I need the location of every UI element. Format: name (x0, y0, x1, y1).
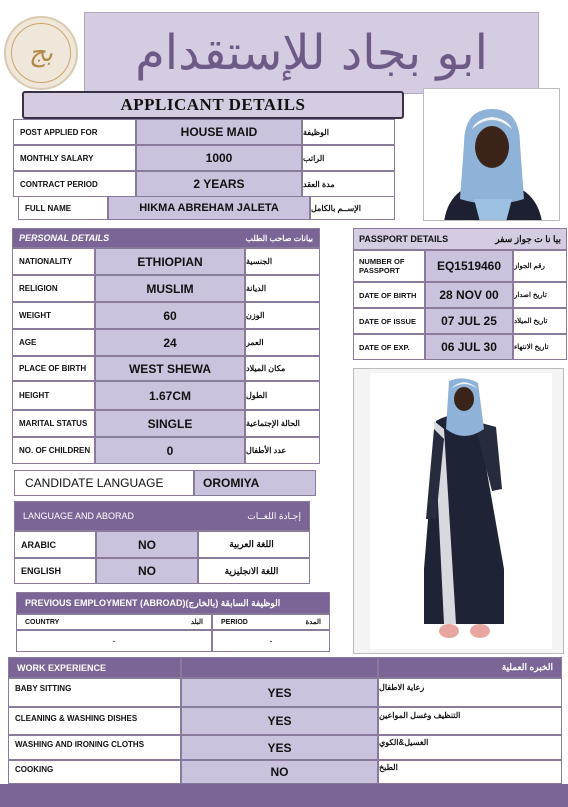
dob-value: 28 NOV 00 (425, 282, 513, 308)
marital-status-value: SINGLE (95, 410, 245, 437)
arabic-label-ar: اللغة العربية (198, 531, 310, 558)
cooking-label-ar: الطبخ (378, 760, 562, 784)
country-label: COUNTRY (25, 618, 60, 626)
place-of-birth-label-ar: مكان الميلاد (245, 356, 320, 381)
baby-sitting-value: YES (181, 678, 378, 707)
religion-label: RELIGION (12, 275, 95, 302)
full-name-label-ar: الإســم بالكامل (310, 196, 395, 220)
nationality-label: NATIONALITY (12, 248, 95, 275)
passport-number-label: NUMBER OF PASSPORT (353, 250, 425, 282)
applicant-details-title: APPLICANT DETAILS (22, 91, 404, 119)
full-body-photo (353, 368, 564, 654)
period-value: - (212, 630, 330, 652)
dob-label: DATE OF BIRTH (353, 282, 425, 308)
arabic-value: NO (96, 531, 198, 558)
arabic-label: ARABIC (14, 531, 96, 558)
period-label: PERIOD (221, 618, 248, 626)
height-value: 1.67CM (95, 381, 245, 410)
place-of-birth-label: PLACE OF BIRTH (12, 356, 95, 381)
languages-header (14, 501, 310, 531)
weight-label: WEIGHT (12, 302, 95, 329)
personal-details-title-ar: بيانات صاحب الطلب (245, 233, 313, 243)
portrait-photo (423, 88, 560, 221)
cleaning-label: CLEANING & WASHING DISHES (8, 707, 181, 735)
washing-ironing-label-ar: الغسيل&الكوي (378, 735, 562, 760)
monthly-salary-label: MONTHLY SALARY (13, 145, 136, 171)
issue-date-value: 07 JUL 25 (425, 308, 513, 334)
full-name-value: HIKMA ABREHAM JALETA (108, 196, 310, 220)
age-label-ar: العمر (245, 329, 320, 356)
period-label-ar: المدة (305, 619, 321, 626)
weight-label-ar: الوزن (245, 302, 320, 329)
washing-ironing-label: WASHING AND IRONING CLOTHS (8, 735, 181, 760)
post-applied-value: HOUSE MAID (136, 119, 302, 145)
country-label-ar: البلد (190, 619, 203, 626)
work-experience-header-left (8, 657, 181, 678)
issue-date-label-ar: تاريخ الميلاد (513, 308, 567, 334)
footer-bar (0, 784, 568, 807)
expiry-date-label: DATE OF EXP. (353, 334, 425, 360)
previous-employment-labels-right (212, 614, 330, 630)
baby-sitting-label: BABY SITTING (8, 678, 181, 707)
full-name-label: FULL NAME (18, 196, 108, 220)
children-label: NO. OF CHILDREN (12, 437, 95, 464)
languages-title-ar: إجـادة اللغــات (247, 510, 301, 521)
english-value: NO (96, 558, 198, 584)
cleaning-value: YES (181, 707, 378, 735)
dob-label-ar: تاريخ اصدار (513, 282, 567, 308)
previous-employment-title: PREVIOUS EMPLOYMENT (ABROAD)(بالخارج) الوظيفة السابقة (25, 597, 281, 608)
company-banner (84, 12, 539, 94)
age-value: 24 (95, 329, 245, 356)
religion-value: MUSLIM (95, 275, 245, 302)
contract-period-value: 2 YEARS (136, 171, 302, 197)
monthly-salary-value: 1000 (136, 145, 302, 171)
contract-period-label: CONTRACT PERIOD (13, 171, 136, 197)
children-value: 0 (95, 437, 245, 464)
passport-details-header (353, 228, 567, 250)
monthly-salary-label-ar: الراتب (302, 145, 395, 171)
cooking-label: COOKING (8, 760, 181, 784)
marital-status-label: MARITAL STATUS (12, 410, 95, 437)
washing-ironing-value: YES (181, 735, 378, 760)
english-label: ENGLISH (14, 558, 96, 584)
passport-number-value: EQ1519460 (425, 250, 513, 282)
nationality-label-ar: الجنسية (245, 248, 320, 275)
marital-status-label-ar: الحالة الإجتماعية (245, 410, 320, 437)
religion-label-ar: الديانة (245, 275, 320, 302)
height-label-ar: الطول (245, 381, 320, 410)
work-experience-header-right (378, 657, 562, 678)
cooking-value: NO (181, 760, 378, 784)
candidate-language-value: OROMIYA (194, 470, 316, 496)
work-experience-title-ar: الخبره العملية (501, 662, 553, 672)
country-value: - (16, 630, 212, 652)
expiry-date-value: 06 JUL 30 (425, 334, 513, 360)
expiry-date-label-ar: تاريخ الانتهاء (513, 334, 567, 360)
height-label: HEIGHT (12, 381, 95, 410)
post-applied-label: POST APPLIED FOR (13, 119, 136, 145)
contract-period-label-ar: مدة العقد (302, 171, 395, 197)
english-label-ar: اللغة الانجليزية (198, 558, 310, 584)
company-name: ابو بجاد للإستقدام (135, 25, 488, 81)
candidate-language-label: CANDIDATE LANGUAGE (14, 470, 194, 496)
passport-number-label-ar: رقم الجواز (513, 250, 567, 282)
cleaning-label-ar: التنظيف وغسل المواعين (378, 707, 562, 735)
nationality-value: ETHIOPIAN (95, 248, 245, 275)
previous-employment-labels-left (16, 614, 212, 630)
passport-title-ar: بيا نا ت جواز سفر (495, 233, 561, 244)
weight-value: 60 (95, 302, 245, 329)
personal-details-title: PERSONAL DETAILS (19, 233, 110, 243)
work-experience-header-mid (181, 657, 378, 678)
baby-sitting-label-ar: رعاية الاطفال (378, 678, 562, 707)
post-applied-label-ar: الوظيفة (302, 119, 395, 145)
previous-employment-header (16, 592, 330, 614)
work-experience-title: WORK EXPERIENCE (17, 662, 107, 673)
logo-mark: بج (28, 38, 54, 68)
personal-details-header (12, 228, 320, 248)
logo (4, 16, 78, 90)
children-label-ar: عدد الأطفال (245, 437, 320, 464)
place-of-birth-value: WEST SHEWA (95, 356, 245, 381)
languages-title: LANGUAGE AND ABORAD (23, 511, 135, 521)
issue-date-label: DATE OF ISSUE (353, 308, 425, 334)
age-label: AGE (12, 329, 95, 356)
passport-title: PASSPORT DETAILS (359, 234, 449, 244)
